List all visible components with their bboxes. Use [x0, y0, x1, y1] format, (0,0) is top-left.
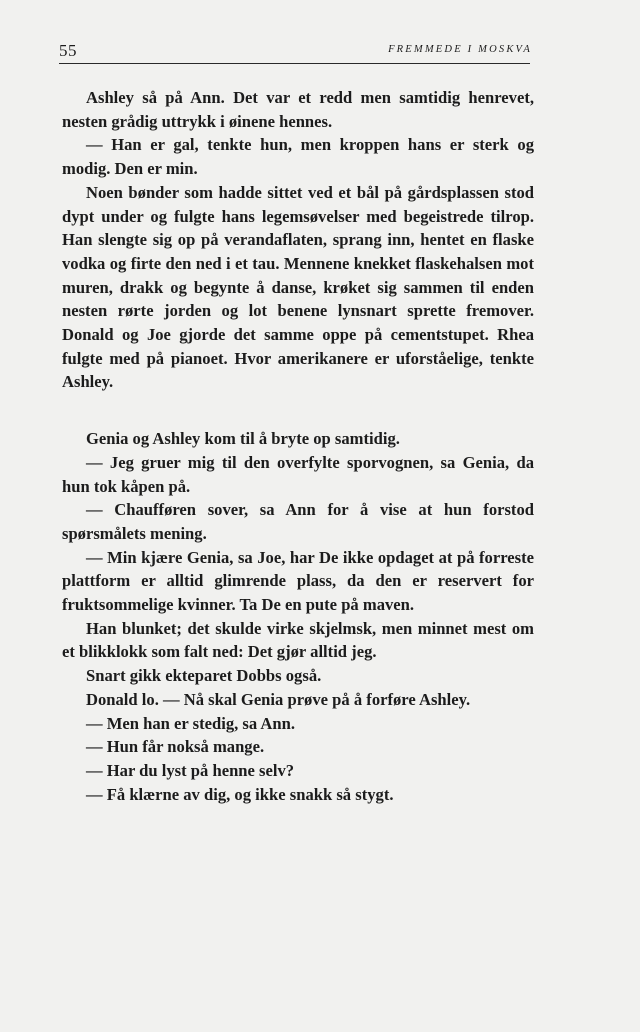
section-break [62, 394, 534, 427]
paragraph: — Hun får nokså mange. [86, 737, 265, 757]
paragraph: — Har du lyst på henne selv? [86, 760, 295, 780]
paragraph: — Han er gal, tenkte hun, men kroppen hans er sterk og modig. Den er min. [62, 135, 534, 179]
paragraph: — Men han er stedig, sa Ann. [86, 713, 295, 733]
page-number: 55 [59, 41, 77, 60]
body-text [62, 86, 534, 806]
paragraph: Snart gikk ekteparet Dobbs også. [86, 666, 322, 686]
running-head-title: FREMMEDE I MOSKVA [388, 44, 532, 55]
paragraph: Han blunket; det skulde virke skjelmsk, men minnet mest om et blikklokk som falt ned: Det gjør alltid jeg. [62, 618, 534, 662]
paragraph: — Min kjære Genia, sa Joe, har De ikke opdaget at på forreste plattform er alltid glimrende plass, da den er reservert for fruktsommelige kvinner. Ta De en pute på maven. [62, 547, 534, 615]
paragraph: — Jeg gruer mig til den overfylte sporvognen, sa Genia, da hun tok kåpen på. [62, 452, 534, 496]
paragraph: — Chaufføren sover, sa Ann for å vise at hun forstod spørsmålets mening. [62, 500, 534, 543]
paragraph: Ashley så på Ann. Det var et redd men samtidig henrevet, nesten grådig uttrykk i øinene hennes. [62, 88, 534, 131]
paragraph: Donald lo. — Nå skal Genia prøve på å forføre Ashley. [86, 689, 471, 709]
paragraph: — Få klærne av dig, og ikke snakk så stygt. [86, 784, 394, 804]
header-rule [59, 63, 530, 64]
paragraph: Noen bønder som hadde sittet ved et bål på gårdsplassen stod dypt under og fulgte hans legemsøvelser med begeistrede tilrop. Han slengte sig op på verandaflaten, sprang inn, hentet en flaske vodka og firte den ned i et tau. Mennene knekket flaskehalsen mot muren, drakk og begynte å danse, krøket sig sammen til enden nesten rørte jorden og lot benene lynsnart sprette fremover. Donald og Joe gjorde det samme oppe på cementstupet. Rhea fulgte med på pianoet. Hvor amerikanere er uforståelige, tenkte Ashley. [62, 182, 534, 392]
paragraph: Genia og Ashley kom til å bryte op samtidig. [86, 429, 400, 449]
